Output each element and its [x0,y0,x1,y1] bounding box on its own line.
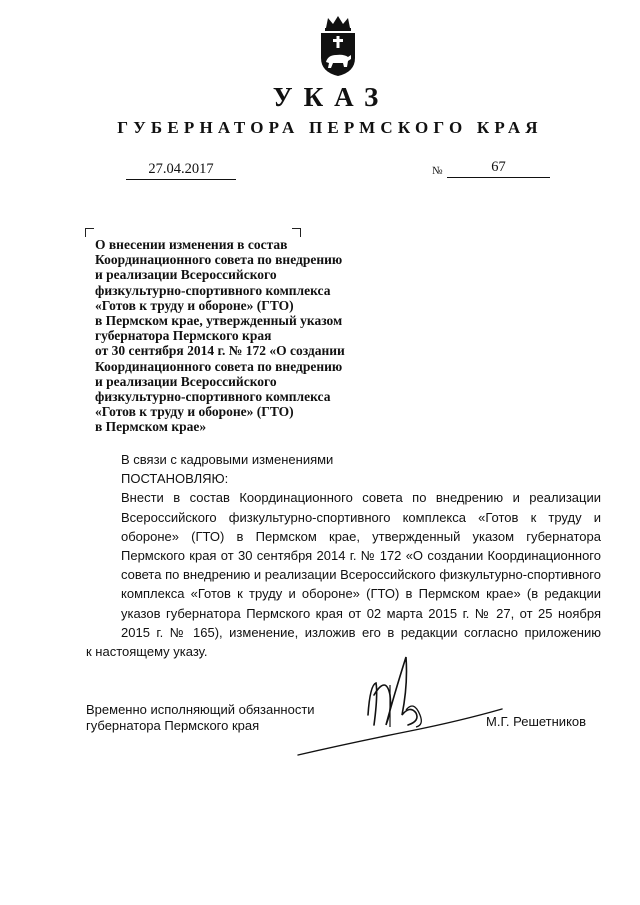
subject-line: физкультурно-спортивного комплекса [95,282,331,298]
issuer-heading: ГУБЕРНАТОРА ПЕРМСКОГО КРАЯ [117,118,543,137]
subject-line: в Пермском крае, утвержденный указом [95,313,343,329]
preamble: В связи с кадровыми изменениями [121,452,334,467]
signatory-title-line: губернатора Пермского края [86,717,260,733]
decree-body [86,450,601,661]
coat-of-arms-emblem [316,14,360,78]
signatory-title-line: Временно исполняющий обязанности [86,702,315,717]
decree-word: ПОСТАНОВЛЯЮ: [121,471,229,487]
number-label: № [432,165,443,177]
subject-line: от 30 сентября 2014 г. № 172 «О создании [95,343,345,359]
decree-paragraph-end: к настоящему указу. [86,644,208,660]
subject-bracket-right [292,228,301,237]
handwritten-signature [290,655,510,770]
decree-paragraph: Внести в состав Координационного совета по внедрению и реализации Всероссийского физкультурно-спортивного комплекса «Готов к труду и обороне» (ГТО) в Пермском крае, утвержденный указом губернатора Пермского края от 30 сентября 2014 г. № 172 «О создании Координационного совета по внедрению и реализации Всероссийского физкультурно-спортивного комплекса «Готов к труду и обороне» (ГТО) в Пермском крае» (в редакции указов губернатора Пермского края от 02 марта 2015 г. № 27, от 25 ноября 2015 г. № 165), изменение, изложив его в редакции согласно приложению [121,490,601,640]
signatory-title [86,702,315,733]
subject-line: Координационного совета по внедрению [95,358,343,374]
subject-bracket-left [85,228,94,237]
subject-line: физкультурно-спортивного комплекса [95,389,331,405]
subject-line: «Готов к труду и обороне» (ГТО) [95,404,294,420]
signatory-name: М.Г. Решетников [486,714,587,729]
subject-line: О внесении изменения в состав [95,237,288,252]
subject-line: Координационного совета по внедрению [95,252,343,268]
subject-line: губернатора Пермского края [95,328,272,344]
decree-number: 67 [447,159,550,178]
decree-date: 27.04.2017 [126,161,236,180]
subject-line: в Пермском крае» [95,419,207,435]
subject-line: «Готов к труду и обороне» (ГТО) [95,297,294,313]
document-type-heading: УКАЗ [272,82,390,112]
decree-subject [95,237,395,435]
subject-line: и реализации Всероссийского [95,267,277,283]
subject-line: и реализации Всероссийского [95,373,277,389]
